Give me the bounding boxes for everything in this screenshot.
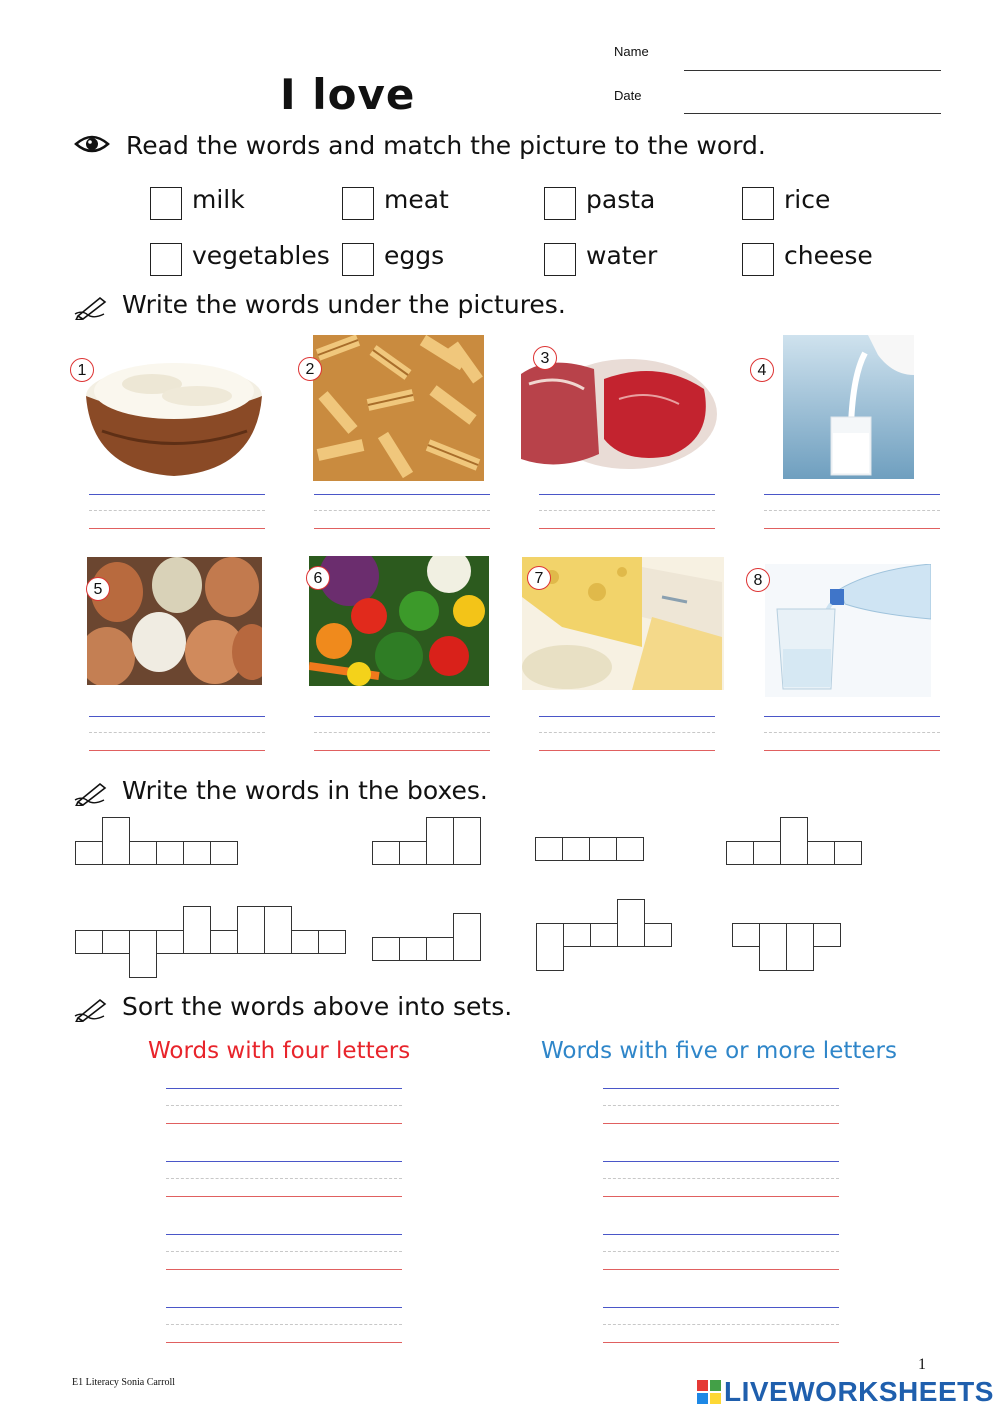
- match-checkbox-eggs[interactable]: [342, 243, 374, 276]
- answer-base-line: [89, 528, 265, 529]
- picture-number-6: 6: [306, 566, 330, 590]
- answer-guide-line: [603, 1324, 839, 1325]
- answer-guide-line: [539, 732, 715, 733]
- match-checkbox-milk[interactable]: [150, 187, 182, 220]
- picture-number-3: 3: [533, 346, 557, 370]
- word-label-vegetables: vegetables: [192, 241, 330, 270]
- answer-base-line: [89, 750, 265, 751]
- letter-box[interactable]: [102, 930, 130, 954]
- answer-guide-line: [166, 1251, 402, 1252]
- answer-base-line: [603, 1269, 839, 1270]
- letter-box[interactable]: [562, 837, 590, 861]
- answer-base-line: [166, 1123, 402, 1124]
- answer-base-line: [166, 1196, 402, 1197]
- letter-box[interactable]: [786, 923, 814, 971]
- answer-line-5[interactable]: [89, 716, 265, 717]
- footer-credit: E1 Literacy Sonia Carroll: [72, 1377, 176, 1388]
- letter-box[interactable]: [210, 930, 238, 954]
- answer-line-3[interactable]: [539, 494, 715, 495]
- set-four-title: Words with four letters: [148, 1038, 411, 1064]
- answer-guide-line: [314, 510, 490, 511]
- letter-box[interactable]: [291, 930, 319, 954]
- answer-guide-line: [166, 1324, 402, 1325]
- set-five-title: Words with five or more letters: [541, 1038, 897, 1064]
- letter-box[interactable]: [780, 817, 808, 865]
- rice-bowl-image: [82, 336, 267, 481]
- word-label-cheese: cheese: [784, 241, 873, 270]
- letter-box[interactable]: [399, 841, 427, 865]
- pencil-icon: [74, 294, 108, 320]
- letter-box[interactable]: [75, 930, 103, 954]
- letter-box[interactable]: [129, 930, 157, 978]
- answer-guide-line: [539, 510, 715, 511]
- letter-box[interactable]: [237, 906, 265, 954]
- letter-box[interactable]: [102, 817, 130, 865]
- pasta-image: [313, 335, 484, 481]
- four-letter-answer-line[interactable]: [166, 1307, 402, 1308]
- picture-number-8: 8: [746, 568, 770, 592]
- four-letter-answer-line[interactable]: [166, 1088, 402, 1089]
- letter-box[interactable]: [75, 841, 103, 865]
- date-line[interactable]: [684, 113, 941, 114]
- picture-number-4: 4: [750, 358, 774, 382]
- letter-box[interactable]: [563, 923, 591, 947]
- letter-box[interactable]: [589, 837, 617, 861]
- letter-box[interactable]: [807, 841, 835, 865]
- picture-number-5: 5: [86, 577, 110, 601]
- answer-guide-line: [603, 1251, 839, 1252]
- liveworksheets-brand: LIVEWORKSHEETS: [724, 1376, 994, 1407]
- answer-guide-line: [314, 732, 490, 733]
- date-label: Date: [614, 88, 642, 103]
- picture-number-7: 7: [527, 566, 551, 590]
- letter-box[interactable]: [616, 837, 644, 861]
- letter-box[interactable]: [644, 923, 672, 947]
- liveworksheets-logo-icon: [697, 1380, 721, 1404]
- letter-box[interactable]: [590, 923, 618, 947]
- letter-box[interactable]: [813, 923, 841, 947]
- answer-guide-line: [166, 1178, 402, 1179]
- four-letter-answer-line[interactable]: [166, 1161, 402, 1162]
- instruction-write-under: Write the words under the pictures.: [122, 290, 566, 319]
- letter-box[interactable]: [264, 906, 292, 954]
- letter-box[interactable]: [156, 930, 184, 954]
- four-letter-answer-line[interactable]: [166, 1234, 402, 1235]
- five-letter-answer-line[interactable]: [603, 1234, 839, 1235]
- instruction-sort: Sort the words above into sets.: [122, 992, 513, 1021]
- letter-box[interactable]: [617, 899, 645, 947]
- answer-base-line: [314, 750, 490, 751]
- letter-box[interactable]: [156, 841, 184, 865]
- vegetables-image: [309, 556, 489, 686]
- answer-base-line: [764, 750, 940, 751]
- pencil-icon: [74, 996, 108, 1022]
- cheese-image: [522, 557, 724, 690]
- letter-box[interactable]: [183, 906, 211, 954]
- letter-box[interactable]: [536, 923, 564, 971]
- letter-box[interactable]: [318, 930, 346, 954]
- answer-guide-line: [603, 1178, 839, 1179]
- answer-base-line: [603, 1342, 839, 1343]
- answer-base-line: [166, 1342, 402, 1343]
- match-checkbox-water[interactable]: [544, 243, 576, 276]
- eye-icon: [74, 133, 110, 155]
- answer-guide-line: [764, 510, 940, 511]
- picture-number-2: 2: [298, 357, 322, 381]
- letter-box[interactable]: [129, 841, 157, 865]
- answer-line-2[interactable]: [314, 494, 490, 495]
- five-letter-answer-line[interactable]: [603, 1161, 839, 1162]
- word-label-eggs: eggs: [384, 241, 445, 270]
- letter-box[interactable]: [210, 841, 238, 865]
- answer-guide-line: [89, 732, 265, 733]
- pencil-icon: [74, 780, 108, 806]
- letter-box[interactable]: [726, 841, 754, 865]
- picture-number-1: 1: [70, 358, 94, 382]
- match-checkbox-vegetables[interactable]: [150, 243, 182, 276]
- answer-base-line: [314, 528, 490, 529]
- five-letter-answer-line[interactable]: [603, 1088, 839, 1089]
- word-label-water: water: [586, 241, 658, 270]
- answer-guide-line: [166, 1105, 402, 1106]
- letter-box[interactable]: [453, 913, 481, 961]
- match-checkbox-meat[interactable]: [342, 187, 374, 220]
- answer-line-8[interactable]: [764, 716, 940, 717]
- word-label-milk: milk: [192, 185, 245, 214]
- instruction-match: Read the words and match the picture to the word.: [126, 131, 766, 160]
- answer-guide-line: [603, 1105, 839, 1106]
- answer-guide-line: [89, 510, 265, 511]
- letter-box[interactable]: [183, 841, 211, 865]
- answer-line-1[interactable]: [89, 494, 265, 495]
- answer-base-line: [539, 750, 715, 751]
- match-checkbox-cheese[interactable]: [742, 243, 774, 276]
- letter-box[interactable]: [399, 937, 427, 961]
- letter-box[interactable]: [453, 817, 481, 865]
- letter-box[interactable]: [834, 841, 862, 865]
- name-label: Name: [614, 44, 649, 59]
- letter-box[interactable]: [372, 841, 400, 865]
- match-checkbox-pasta[interactable]: [544, 187, 576, 220]
- page-title: I love: [280, 70, 416, 119]
- letter-box[interactable]: [732, 923, 760, 947]
- word-label-rice: rice: [784, 185, 831, 214]
- letter-box[interactable]: [753, 841, 781, 865]
- milk-image: [783, 335, 914, 479]
- match-checkbox-rice[interactable]: [742, 187, 774, 220]
- name-line[interactable]: [684, 70, 941, 71]
- water-image: [765, 564, 931, 697]
- instruction-boxes: Write the words in the boxes.: [122, 776, 488, 805]
- answer-line-4[interactable]: [764, 494, 940, 495]
- answer-base-line: [603, 1196, 839, 1197]
- letter-box[interactable]: [426, 937, 454, 961]
- word-label-pasta: pasta: [586, 185, 656, 214]
- answer-line-6[interactable]: [314, 716, 490, 717]
- answer-base-line: [603, 1123, 839, 1124]
- eggs-image: [87, 557, 262, 685]
- letter-box[interactable]: [535, 837, 563, 861]
- answer-base-line: [539, 528, 715, 529]
- five-letter-answer-line[interactable]: [603, 1307, 839, 1308]
- letter-box[interactable]: [426, 817, 454, 865]
- page-number: 1: [918, 1356, 926, 1373]
- answer-base-line: [764, 528, 940, 529]
- answer-guide-line: [764, 732, 940, 733]
- letter-box[interactable]: [759, 923, 787, 971]
- letter-box[interactable]: [372, 937, 400, 961]
- word-label-meat: meat: [384, 185, 449, 214]
- answer-line-7[interactable]: [539, 716, 715, 717]
- answer-base-line: [166, 1269, 402, 1270]
